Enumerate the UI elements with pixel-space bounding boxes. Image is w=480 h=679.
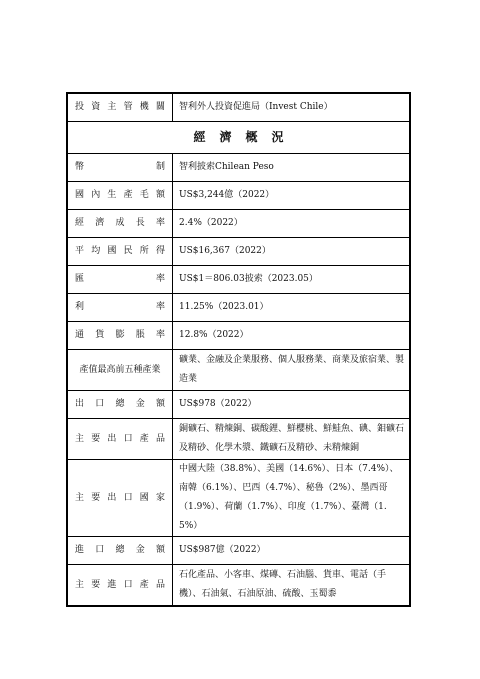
row-value: US$987億（2022） (173, 537, 411, 565)
row-value: US$978（2022） (173, 391, 411, 419)
table-row (67, 182, 410, 210)
section-title-row (67, 122, 410, 154)
table-row (67, 238, 410, 266)
table-row (67, 266, 410, 294)
table-row (67, 210, 410, 238)
row-label-text: 匯 率 (75, 274, 165, 284)
row-label (67, 182, 173, 210)
table-row (67, 391, 410, 419)
row-value: US$1＝806.03披索（2023.05） (173, 266, 411, 294)
table-row (67, 419, 410, 460)
row-label-text: 國 內 生 產 毛 額 (75, 190, 165, 200)
table-row (67, 460, 410, 537)
row-label (67, 266, 173, 294)
row-value: 銅礦石、精煉銅、碳酸鋰、鮮櫻桃、鮮鮭魚、碘、鉬礦石及精砂、化學木漿、鐵礦石及精砂、未精煉銅 (173, 419, 411, 460)
row-value: 2.4%（2022） (173, 210, 411, 238)
row-label-text: 主 要 出 口 國 家 (75, 492, 165, 503)
row-label (67, 210, 173, 238)
row-label (67, 238, 173, 266)
row-label-text: 出 口 總 金 額 (75, 399, 165, 409)
row-label-text: 進 口 總 金 額 (75, 545, 165, 555)
row-label-text: 利 率 (75, 302, 165, 312)
row-label-text: 投 資 主 管 機 關 (75, 102, 165, 112)
table-row (67, 350, 410, 391)
row-value: 石化產品、小客車、煤磚、石油腦、貨車、電話（手機）、石油氣、石油原油、硫酸、玉蜀黍 (173, 565, 411, 607)
row-value: US$16,367（2022） (173, 238, 411, 266)
row-label-text: 經 濟 成 長 率 (75, 218, 165, 228)
row-label-text: 主 要 進 口 產 品 (75, 579, 165, 590)
row-label (67, 322, 173, 350)
row-label (67, 93, 173, 122)
row-label (67, 460, 173, 537)
row-value: 智利外人投資促進局（Invest Chile） (173, 93, 411, 122)
row-label (67, 391, 173, 419)
table-row (67, 322, 410, 350)
table-row (67, 294, 410, 322)
row-value: 中國大陸（38.8%）、美國（14.6%）、日本（7.4%）、南韓（6.1%）、巴西（4.7%）、秘魯（2%）、墨西哥（1.9%）、荷蘭（1.7%）、印度（1.7%）、臺灣（1.5%） (173, 460, 411, 537)
row-label (67, 154, 173, 182)
row-label-text: 通 貨 膨 脹 率 (75, 330, 165, 340)
row-value: 智利披索Chilean Peso (173, 154, 411, 182)
section-title (67, 122, 410, 154)
row-label-text: 主 要 出 口 產 品 (75, 433, 165, 444)
row-value: 礦業、金融及企業服務、個人服務業、商業及旅宿業、製造業 (173, 350, 411, 391)
table-row (67, 565, 410, 607)
table-row (67, 537, 410, 565)
economic-info-table (66, 92, 411, 607)
row-label-text: 平 均 國 民 所 得 (75, 246, 165, 256)
row-label (67, 419, 173, 460)
row-value: 12.8%（2022） (173, 322, 411, 350)
table-row (67, 93, 410, 122)
row-label (67, 537, 173, 565)
section-title-text: 經 濟 概 況 (193, 130, 284, 144)
row-label (67, 294, 173, 322)
row-label-text: 幣 制 (75, 162, 165, 172)
row-value: US$3,244億（2022） (173, 182, 411, 210)
table-row (67, 154, 410, 182)
row-label (67, 565, 173, 607)
row-label: 產值最高前五種產業 (67, 350, 173, 391)
row-value: 11.25%（2023.01） (173, 294, 411, 322)
